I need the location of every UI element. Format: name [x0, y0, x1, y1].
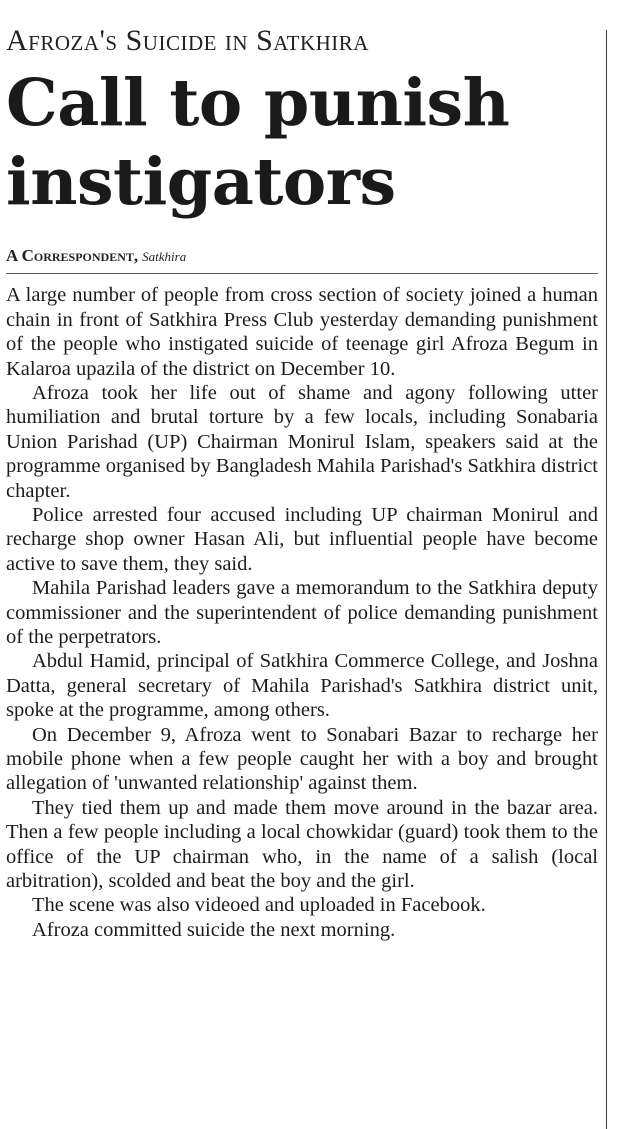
byline-rule [6, 273, 598, 274]
headline-line-1: Call to punish [6, 65, 510, 141]
paragraph: On December 9, Afroza went to Sonabari Bazar to recharge her mobile phone when a few people caught her with a boy and brought allegation of 'unwanted relationship' against them. [6, 723, 598, 795]
news-article [6, 0, 598, 942]
paragraph: They tied them up and made them move around in the bazar area. Then a few people including a local chowkidar (guard) took them to the office of the UP chairman who, in the name of a salish (local arbitration), scolded and beat the boy and the girl. [6, 796, 598, 893]
paragraph: Afroza committed suicide the next morning. [32, 918, 396, 941]
headline [6, 64, 598, 221]
headline-line-2: instigators [6, 143, 396, 220]
byline [6, 247, 598, 265]
paragraph: Police arrested four accused including UP chairman Monirul and recharge shop owner Hasan Ali, but influential people have become active to save them, they said. [6, 503, 598, 575]
paragraph: The scene was also videoed and uploaded in Facebook. [32, 894, 486, 917]
byline-reporter: A Correspondent, [6, 246, 139, 266]
paragraph: Afroza took her life out of shame and agony following utter humiliation and brutal torture by a few locals, including Sonabaria Union Parishad (UP) Chairman Monirul Islam, speakers said at the programme organised by Bangladesh Mahila Parishad's Satkhira district chapter. [6, 381, 598, 502]
article-body [6, 283, 598, 942]
column-divider [606, 30, 607, 1129]
paragraph: A large number of people from cross section of society joined a human chain in front of Satkhira Press Club yesterday demanding punishment of the people who instigated suicide of teenage girl Afroza Begum in Kalaroa upazila of the district on December 10. [6, 284, 598, 380]
paragraph: Abdul Hamid, principal of Satkhira Commerce College, and Joshna Datta, general secretary of Mahila Parishad's Satkhira district unit, spoke at the programme, among others. [6, 650, 598, 722]
kicker: Afroza's Suicide in Satkhira [6, 24, 369, 57]
byline-place: Satkhira [142, 249, 187, 265]
paragraph: Mahila Parishad leaders gave a memorandum to the Satkhira deputy commissioner and the superintendent of police demanding punishment of the perpetrators. [6, 577, 598, 648]
